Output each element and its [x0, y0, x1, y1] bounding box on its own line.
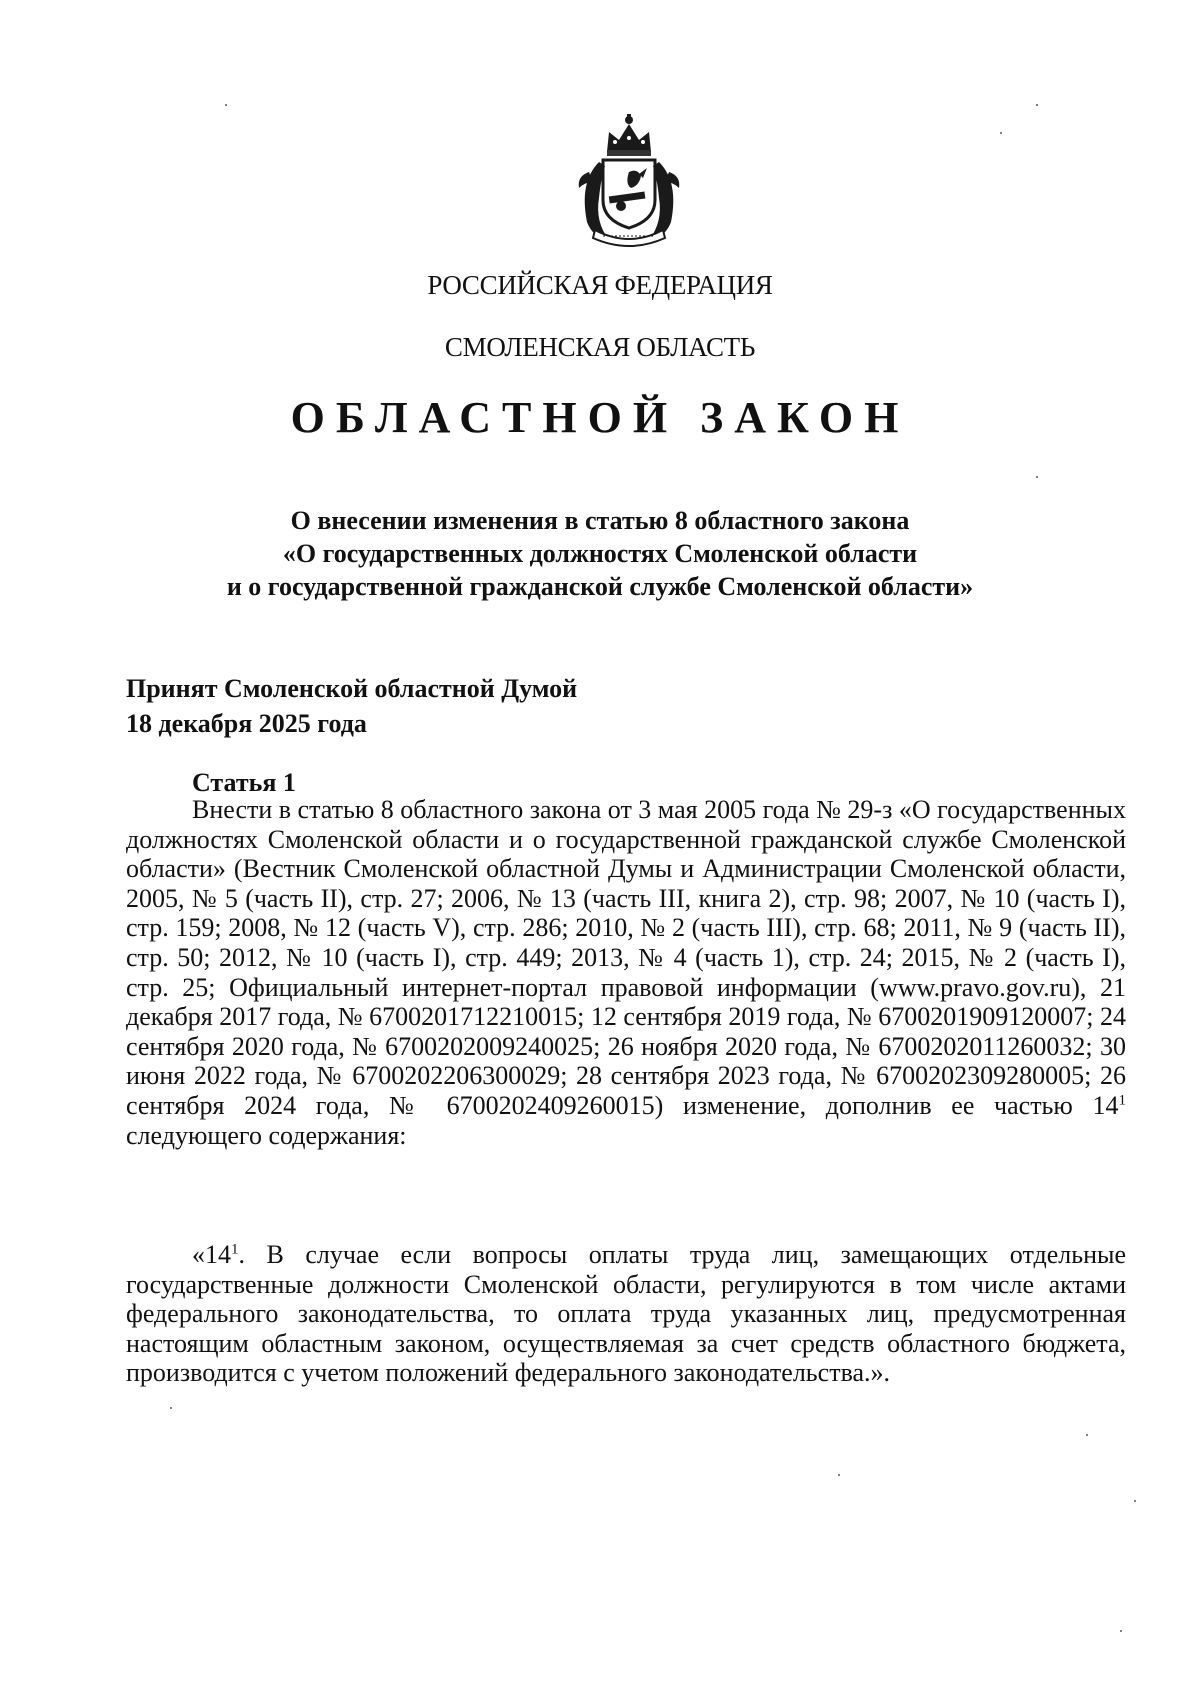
scan-speck — [838, 1474, 840, 1476]
law-title-line: О внесении изменения в статью 8 областного закона — [290, 506, 910, 535]
superscript: 1 — [231, 1241, 239, 1258]
paragraph-text: . В случае если вопросы оплаты труда лиц, замещающих отдельные государственные должности Смоленской области, регулируются в том числе актами федерального законодательства, то оплата труда указанных лиц, предусмотренная настоящим областным законом, осуществляемая за счет средств областного бюджета, производится с учетом положений федерального законодательства.». — [126, 1240, 1126, 1388]
adoption-date: 18 декабря 2025 года — [126, 709, 367, 738]
law-title-line: «О государственных должностях Смоленской области — [282, 539, 918, 568]
crown-icon — [607, 114, 651, 156]
paragraph-text: следующего содержания: — [126, 1120, 407, 1150]
region-name: СМОЛЕНСКАЯ ОБЛАСТЬ — [444, 332, 756, 362]
scan-speck — [1000, 132, 1002, 134]
scan-speck — [225, 104, 227, 106]
paragraph-text: Внести в статью 8 областного закона от 3 мая 2005 года № 29-з «О государственных должностях Смоленской области и о государственной гражданской службе Смоленской области» (Вестник Смоленской областной Думы и Администрации Смоленской области, 2005, № 5 (часть II), стр. 27; 2006, № 13 (часть III, книга 2), стр. 98; 2007, № 10 (часть I), стр. 159; 2008, № 12 (часть V), стр. 286; 2010, № 2 (часть III), стр. 68; 2011, № 9 (часть II), стр. 50; 2012, № 10 (часть I), стр. 449; 2013, № 4 (часть 1), стр. 24; 2015, № 2 (часть I), стр. 25; Официальный интернет-портал правовой информации (www.pravo.gov.ru), 21 декабря 2017 года, № 6700201712210015; 12 сентября 2019 года, № 6700201909120007; 24 сентября 2020 года, № 6700202009240025; 26 ноября 2020 года, № 6700202011260032; 30 июня 2022 года, № 6700202206300029; 28 сентября 2023 года, № 6700202309280005; 26 сентября 2024 года, № 6700202409260015) изменение, дополнив ее частью 14 — [126, 795, 1126, 1120]
scan-speck — [1120, 1630, 1122, 1632]
superscript: 1 — [1118, 1092, 1126, 1109]
scan-speck — [1134, 1500, 1136, 1502]
article-paragraph — [126, 795, 1126, 1150]
country-name: РОССИЙСКАЯ ФЕДЕРАЦИЯ — [427, 270, 773, 300]
coat-of-arms-emblem — [569, 112, 689, 250]
law-title — [0, 504, 1200, 603]
article-heading: Статья 1 — [192, 768, 296, 797]
scan-speck — [1036, 476, 1038, 478]
adoption-info — [126, 671, 577, 741]
adopted-by: Принят Смоленской областной Думой — [126, 674, 578, 703]
scan-speck — [170, 1407, 172, 1409]
law-title-line: и о государственной гражданской службе Смоленской области» — [226, 572, 974, 601]
document-type-heading: ОБЛАСТНОЙ ЗАКОН — [290, 393, 910, 442]
article-paragraph — [126, 1240, 1126, 1388]
paragraph-text: «14 — [192, 1240, 231, 1269]
scan-speck — [1036, 104, 1038, 106]
scan-speck — [1086, 1434, 1088, 1436]
